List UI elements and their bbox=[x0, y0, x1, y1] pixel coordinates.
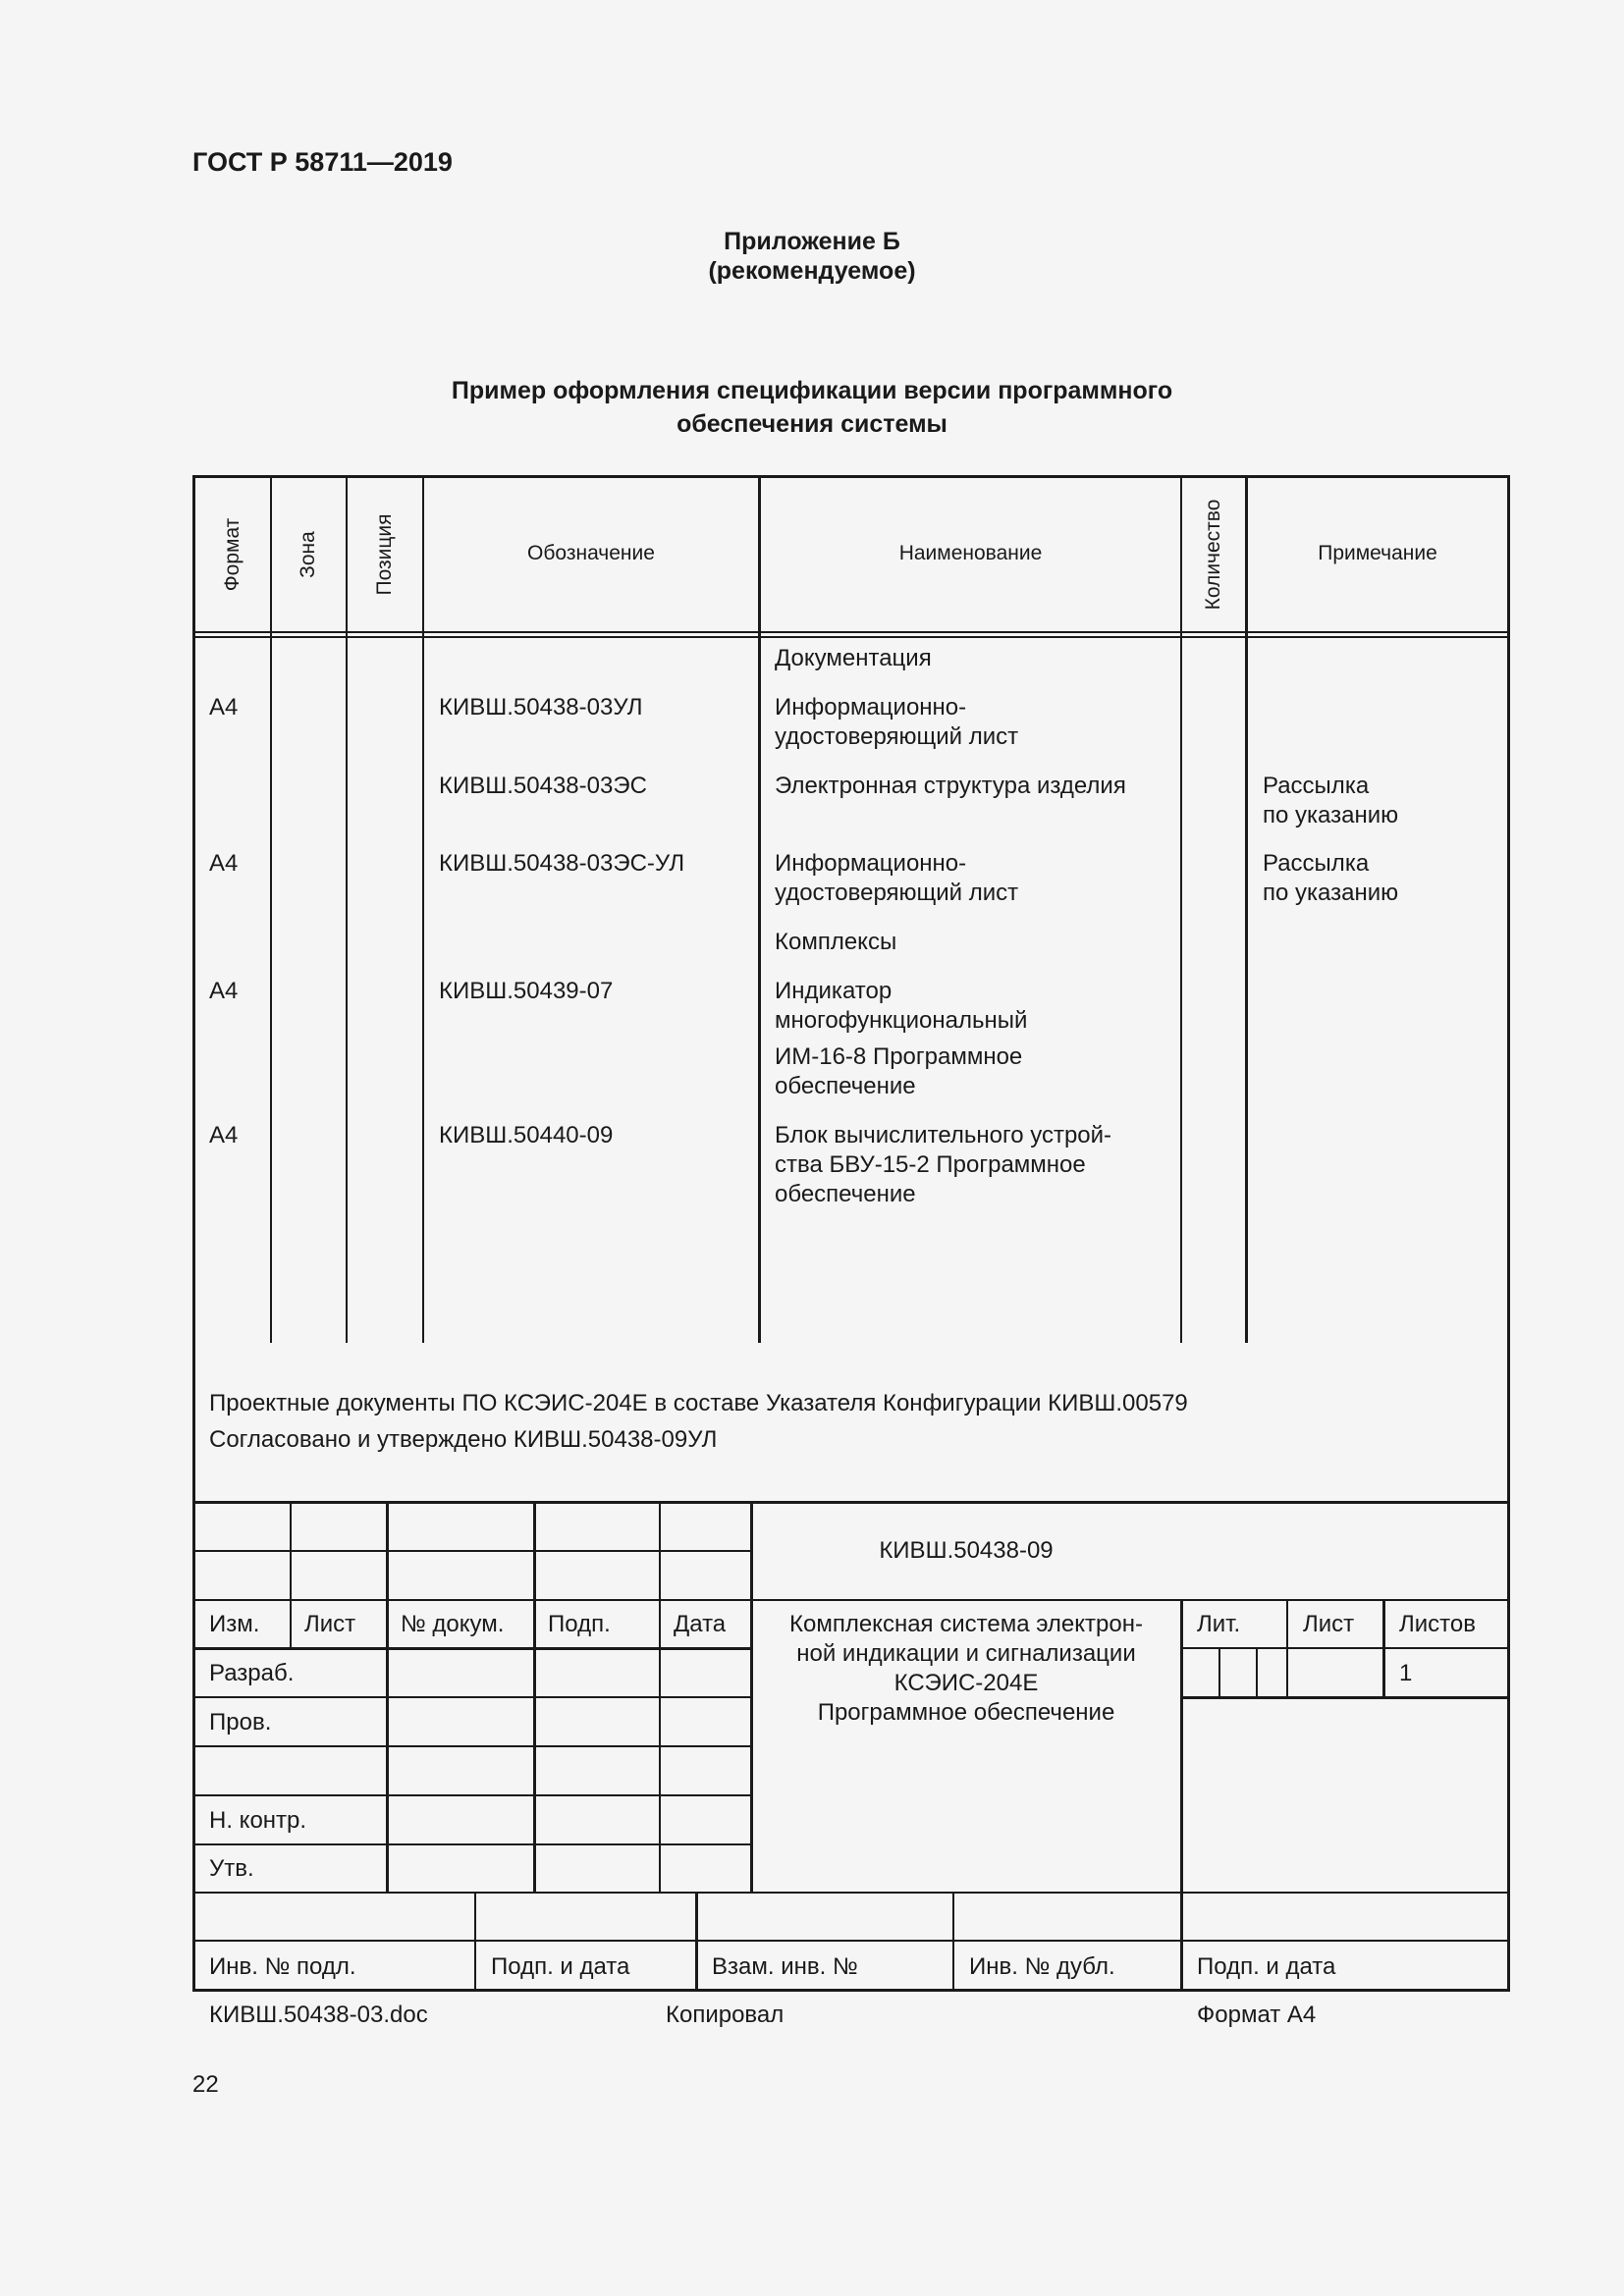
stamp-line bbox=[192, 1892, 1510, 1894]
stamp-line bbox=[192, 1599, 1510, 1601]
footnote-line1: Проектные документы ПО КСЭИС-204Е в составе Указателя Конфигурации КИВШ.00579 bbox=[209, 1390, 1188, 1416]
stamp-label-inv-podl: Инв. № подл. bbox=[209, 1953, 356, 1980]
appendix-label: Приложение Б bbox=[724, 228, 900, 255]
row-note: Рассылка bbox=[1263, 773, 1370, 799]
section-heading-documentation: Документация bbox=[775, 645, 932, 671]
footer-filename: КИВШ.50438-03.doc bbox=[209, 2002, 428, 2028]
row-name: Электронная структура изделия bbox=[775, 773, 1126, 799]
row-name: Блок вычислительного устрой- bbox=[775, 1122, 1112, 1148]
stamp-line bbox=[1181, 1647, 1510, 1649]
stamp-label-vzam-inv: Взам. инв. № bbox=[712, 1953, 858, 1980]
col-line-position bbox=[422, 475, 424, 1343]
table-top-border bbox=[192, 475, 1510, 478]
stamp-vline bbox=[474, 1892, 476, 1990]
row-name-cont: удостоверяющий лист bbox=[775, 723, 1019, 750]
stamp-vline bbox=[386, 1501, 389, 1892]
appendix-kind: (рекомендуемое) bbox=[708, 257, 916, 285]
row-format: А4 bbox=[209, 978, 239, 1004]
stamp-line bbox=[192, 1550, 752, 1552]
row-format: А4 bbox=[209, 850, 239, 877]
row-note-cont: по указанию bbox=[1263, 880, 1399, 906]
stamp-label-data: Дата bbox=[674, 1611, 727, 1637]
footer-copied: Копировал bbox=[666, 2002, 785, 2028]
stamp-vline bbox=[1382, 1599, 1385, 1697]
row-name: Информационно- bbox=[775, 694, 967, 721]
col-header-name: Наименование bbox=[898, 542, 1043, 564]
stamp-label-inv-dubl: Инв. № дубл. bbox=[969, 1953, 1115, 1980]
stamp-line bbox=[192, 1794, 752, 1796]
stamp-vline bbox=[290, 1501, 292, 1648]
stamp-label-izm: Изм. bbox=[209, 1611, 260, 1637]
stamp-label-podp: Подп. bbox=[548, 1611, 611, 1637]
row-note: Рассылка bbox=[1263, 850, 1370, 877]
footer-format: Формат А4 bbox=[1197, 2002, 1317, 2028]
stamp-label-ndoc: № докум. bbox=[401, 1611, 505, 1637]
row-format: А4 bbox=[209, 694, 239, 721]
col-line-format bbox=[270, 475, 272, 1343]
stamp-label-lit: Лит. bbox=[1197, 1611, 1241, 1637]
stamp-label-utv: Утв. bbox=[209, 1855, 254, 1882]
row-name-cont: ИМ-16-8 Программное bbox=[775, 1043, 1023, 1070]
stamp-vline bbox=[1286, 1599, 1288, 1697]
stamp-vline bbox=[1256, 1647, 1258, 1696]
col-line-designation bbox=[758, 475, 761, 1343]
stamp-label-sheet: Лист bbox=[1303, 1611, 1355, 1637]
product-title-line2: ной индикации и сигнализации bbox=[796, 1640, 1136, 1667]
row-name-cont: удостоверяющий лист bbox=[775, 880, 1019, 906]
col-header-note: Примечание bbox=[1318, 542, 1437, 564]
col-header-quantity: Количество bbox=[1202, 499, 1224, 611]
stamp-line bbox=[192, 1647, 752, 1650]
row-note-cont: по указанию bbox=[1263, 802, 1399, 828]
stamp-label-nkontr: Н. контр. bbox=[209, 1807, 307, 1834]
stamp-vline bbox=[1180, 1599, 1183, 1990]
col-line-quantity bbox=[1245, 475, 1248, 1343]
row-name-cont: обеспечение bbox=[775, 1073, 916, 1099]
stamp-label-podp-data-2: Подп. и дата bbox=[1197, 1953, 1336, 1980]
stamp-line bbox=[1181, 1696, 1510, 1699]
row-designation: КИВШ.50440-09 bbox=[439, 1122, 614, 1148]
row-format: А4 bbox=[209, 1122, 239, 1148]
stamp-line bbox=[192, 1696, 752, 1698]
row-designation: КИВШ.50438-03УЛ bbox=[439, 694, 643, 721]
stamp-vline bbox=[952, 1892, 954, 1990]
row-name: Индикатор bbox=[775, 978, 893, 1004]
stamp-top-border bbox=[192, 1501, 1510, 1504]
col-header-format: Формат bbox=[221, 517, 244, 592]
document-code: КИВШ.50438-09 bbox=[879, 1537, 1054, 1564]
header-separator-2 bbox=[192, 636, 1510, 638]
stamp-label-podp-data: Подп. и дата bbox=[491, 1953, 630, 1980]
header-separator bbox=[192, 631, 1510, 633]
row-name-cont: обеспечение bbox=[775, 1181, 916, 1207]
standard-number: ГОСТ Р 58711—2019 bbox=[192, 147, 453, 177]
table-bottom-border bbox=[192, 1989, 1510, 1992]
row-designation: КИВШ.50438-03ЭС bbox=[439, 773, 647, 799]
section-title-line1: Пример оформления спецификации версии программного bbox=[451, 377, 1173, 404]
col-header-designation: Обозначение bbox=[527, 542, 655, 564]
stamp-line bbox=[192, 1745, 752, 1747]
stamp-label-list: Лист bbox=[304, 1611, 356, 1637]
page-number: 22 bbox=[192, 2071, 219, 2098]
row-name-cont: ства БВУ-15-2 Программное bbox=[775, 1151, 1086, 1178]
stamp-line bbox=[192, 1843, 752, 1845]
col-line-name bbox=[1180, 475, 1182, 1343]
footnote-line2: Согласовано и утверждено КИВШ.50438-09УЛ bbox=[209, 1426, 718, 1453]
row-name-cont: многофункциональный bbox=[775, 1007, 1028, 1034]
stamp-vline bbox=[659, 1501, 661, 1892]
col-header-position: Позиция bbox=[373, 513, 396, 596]
stamp-vline bbox=[533, 1501, 536, 1892]
stamp-label-sheets: Листов bbox=[1399, 1611, 1476, 1637]
col-header-zone: Зона bbox=[297, 531, 319, 578]
row-designation: КИВШ.50439-07 bbox=[439, 978, 614, 1004]
row-designation: КИВШ.50438-03ЭС-УЛ bbox=[439, 850, 685, 877]
stamp-label-razrab: Разраб. bbox=[209, 1660, 295, 1686]
sheets-count: 1 bbox=[1399, 1660, 1413, 1686]
stamp-vline bbox=[695, 1892, 698, 1990]
product-title-line4: Программное обеспечение bbox=[817, 1699, 1115, 1726]
table-left-border bbox=[192, 475, 195, 1992]
stamp-label-prov: Пров. bbox=[209, 1709, 272, 1735]
col-line-zone bbox=[346, 475, 348, 1343]
product-title-line1: Комплексная система электрон- bbox=[789, 1611, 1143, 1637]
row-name: Информационно- bbox=[775, 850, 967, 877]
stamp-vline bbox=[1218, 1647, 1220, 1696]
section-title-line2: обеспечения системы bbox=[677, 410, 947, 438]
section-heading-complexes: Комплексы bbox=[775, 929, 897, 955]
product-title-line3: КСЭИС-204Е bbox=[893, 1670, 1039, 1696]
table-right-border bbox=[1507, 475, 1510, 1992]
stamp-line bbox=[192, 1940, 1510, 1942]
